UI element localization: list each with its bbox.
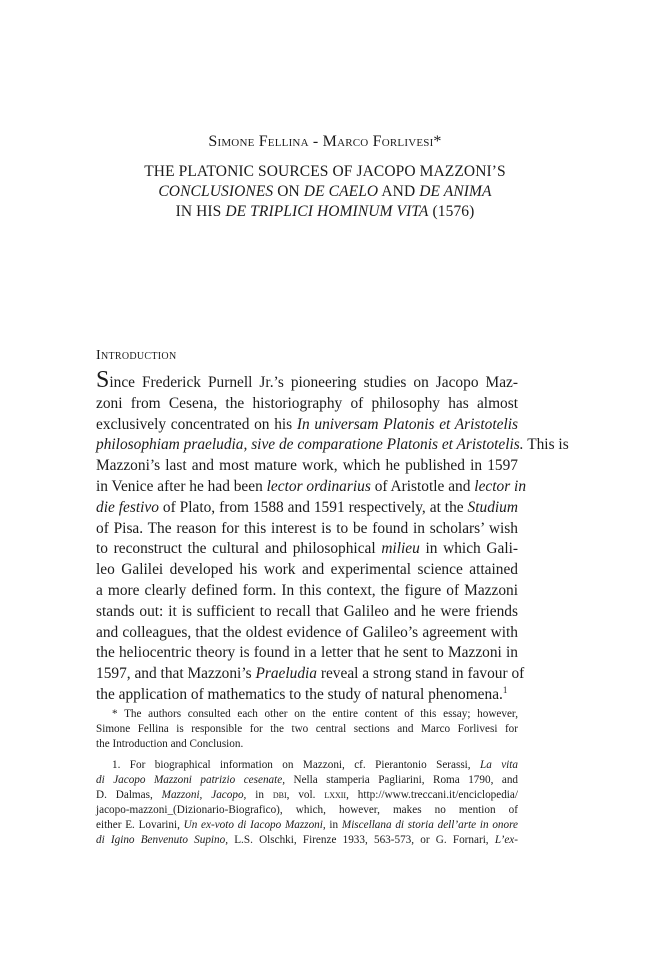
footnote-line: * The authors consulted each other on the entire content of this essay; however,	[112, 708, 518, 720]
footnote-text: 1. For biographical information on Mazzoni, cf. Pierantonio Serassi,	[112, 759, 480, 771]
body-text-italic: Studium	[467, 498, 518, 516]
title-line-1	[0, 162, 650, 182]
footnote-text: D. Dalmas,	[96, 789, 162, 801]
body-text: 1597, and that Mazzoni’s	[96, 665, 256, 683]
footnote-text-italic: Mazzoni, Jacopo,	[161, 789, 247, 801]
footnote-text-italic: di Igino Benvenuto Supino,	[96, 834, 229, 846]
article-authors: Simone Fellina - Marco Forlivesi*	[208, 133, 442, 150]
body-line	[96, 367, 518, 394]
body-line: leo Galilei developed his work and experimental science attained	[96, 561, 518, 579]
footnote-text-smallcaps: dbi	[272, 789, 287, 801]
footnote-line	[96, 773, 518, 788]
body-line	[96, 477, 527, 498]
footnote-text: Nella stamperia Pagliarini, Roma 1790, and	[285, 774, 519, 786]
footnote-text-italic: di Jacopo Mazzoni patrizio cesenate,	[96, 774, 286, 786]
footnote-line	[96, 758, 518, 773]
title-text-italic: DE TRIPLICI HOMINUM VITA	[225, 203, 429, 220]
footnote-text-smallcaps: lxxii	[324, 789, 347, 801]
body-line: the heliocentric theory is found in a letter that he sent to Mazzoni in	[96, 644, 518, 662]
body-text: in which Gali-	[419, 540, 519, 558]
body-line	[96, 498, 518, 519]
footnote-line: Simone Fellina is responsible for the two central sections and Marco Forlivesi for	[96, 723, 518, 735]
body-line	[96, 539, 518, 560]
body-line	[96, 415, 518, 436]
body-text-italic: In universam Platonis et Aristotelis	[296, 415, 518, 433]
footnote-link-text: , http://www.treccani.it/enciclopedia/	[346, 789, 518, 801]
body-text: to reconstruct the cultural and philosophical	[96, 540, 382, 558]
footnotes	[96, 707, 518, 848]
title-text: AND	[378, 183, 420, 200]
body-text-italic: milieu	[381, 540, 420, 558]
article-title	[0, 162, 650, 222]
body-line	[96, 664, 525, 685]
footnote-text: either E. Lovarini,	[96, 819, 184, 831]
footnote-text: in	[246, 789, 273, 801]
title-text: IN HIS	[175, 203, 226, 220]
section-heading: Introduction	[96, 348, 177, 363]
body-text: of Aristotle and	[370, 477, 475, 495]
body-text: of Plato, from 1588 and 1591 respectively, at the	[158, 498, 468, 516]
body-text-italic: Praeludia	[255, 665, 317, 683]
body-text: reveal a strong stand in favour of	[317, 665, 525, 683]
title-text: ON	[273, 183, 304, 200]
body-text: ince Frederick Purnell Jr.’s pioneering studies on Jacopo Maz-	[109, 374, 518, 391]
footnote-line	[96, 833, 518, 848]
footnote-text-italic: L’ex-	[494, 834, 519, 846]
footnote-text-italic: Un ex-voto di Iacopo Mazzoni,	[183, 819, 326, 831]
title-line-2	[0, 182, 650, 202]
body-text-italic: lector ordinarius	[266, 477, 371, 495]
body-line: of Pisa. The reason for this interest is to be found in scholars’ wish	[96, 519, 518, 537]
body-line: and colleagues, that the oldest evidence of Galileo’s agreement with	[96, 623, 518, 641]
body-text: the application of mathematics to the study of natural phenomena.	[96, 685, 503, 703]
title-text: (1576)	[428, 203, 475, 220]
body-line: zoni from Cesena, the historiography of philosophy has almost	[96, 394, 518, 412]
footnote-line: jacopo-mazzoni_(Dizionario-Biografico), which, however, makes no mention of	[96, 804, 518, 816]
title-text-italic: DE ANIMA	[419, 183, 492, 200]
title-text-italic: CONCLUSIONES	[158, 183, 274, 200]
footnote-line: the Introduction and Conclusion.	[96, 738, 244, 750]
footnote-ref: 1	[502, 684, 508, 695]
body-line	[96, 685, 518, 706]
body-line: a more clearly defined form. In this context, the figure of Mazzoni	[96, 581, 518, 599]
footnote-text: L.S. Olschki, Firenze 1933, 563-573, or G. Fornari,	[228, 834, 495, 846]
drop-cap: S	[96, 367, 110, 393]
body-text-italic: die festivo	[96, 498, 159, 516]
footnote-text: in	[325, 819, 342, 831]
footnote-line	[96, 788, 518, 803]
body-text-italic: philosophiam praeludia, sive de comparatione Platonis et Aristotelis.	[96, 436, 524, 454]
body-text: This is	[523, 436, 569, 454]
body-text-italic: lector in	[474, 477, 527, 495]
body-line	[96, 435, 569, 456]
body-line: stands out: it is sufficient to recall that Galileo and he were friends	[96, 602, 518, 620]
footnote-text-italic: Miscellana di storia dell’arte in onore	[341, 819, 519, 831]
body-text: exclusively concentrated on his	[96, 415, 297, 433]
footnote-line	[96, 818, 518, 833]
footnote-text-italic: La vita	[480, 759, 518, 771]
footnote-text: , vol.	[286, 789, 325, 801]
body-line: Mazzoni’s last and most mature work, which he published in 1597	[96, 457, 518, 475]
body-text: in Venice after he had been	[96, 477, 267, 495]
body-paragraph	[96, 367, 569, 706]
title-text-italic: DE CAELO	[303, 183, 379, 200]
title-text: THE PLATONIC SOURCES OF JACOPO MAZZONI’S	[144, 163, 506, 180]
title-line-3	[0, 202, 650, 222]
